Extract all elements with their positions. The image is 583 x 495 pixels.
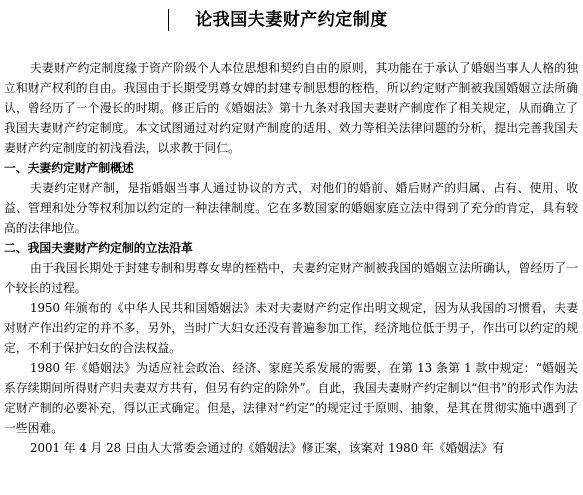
section-heading-1: 一、夫妻约定财产制概述	[4, 161, 134, 175]
page-title: 论我国夫妻财产约定制度	[195, 10, 388, 30]
section-2-paragraph-1: 由于我国长期处于封建专制和男尊女卑的桎梏中，夫妻约定财产制被我国的婚姻立法所确认，曾经历了一个较长的过程。	[4, 261, 578, 295]
section-2-paragraph-4: 2001 年 4 月 28 日由人大常委会通过的《婚姻法》修正案，该案对 1980 年《婚姻法》有	[29, 441, 505, 455]
document-body	[4, 58, 578, 458]
section-heading-2: 二、我国夫妻财产约定制的立法沿革	[4, 241, 193, 255]
intro-paragraph: 夫妻财产约定制度缘于资产阶级个人本位思想和契约自由的原则，其功能在于承认了婚姻当事人人格的独立和财产权利的自由。我国由于长期受男尊女婢的封建专制思想的桎梏，所以约定财产制被我国婚姻立法所确认，曾经历了一个漫长的时期。修正后的《婚姻法》第十九条对我国夫妻财产制度作了相关规定，从而确立了我国夫妻财产约定制度。本文试图通过对约定财产制度的适用、效力等相关法律问题的分析，提出完善我国夫妻财产约定制度的初浅看法，以求教于同仁。	[4, 61, 578, 155]
section-2-paragraph-3: 1980 年《婚姻法》为适应社会政治、经济、家庭关系发展的需要，在第 13 条第 1 款中规定：“婚姻关系存续期间所得财产归夫妻双方共有，但另有约定的除外”。自此，我国夫妻财产约定制以“但书”的形式作为法定财产制的必要补充，得以正式确定。但是，法律对“约定”的规定过于原则、抽象，是其在贯彻实施中遇到了一些困难。	[4, 361, 578, 435]
section-1-paragraph: 夫妻约定财产制，是指婚姻当事人通过协议的方式，对他们的婚前、婚后财产的归属、占有、使用、收益、管理和处分等权利加以约定的一种法律制度。它在多数国家的婚姻家庭立法中得到了充分的肯定，具有较高的法律地位。	[4, 181, 578, 235]
section-2-paragraph-2: 1950 年颁布的《中华人民共和国婚姻法》未对夫妻财产约定作出明文规定，因为从我国的习惯看，夫妻对财产作出约定的并不多，另外，当时广大妇女还没有普遍参加工作，经济地位低于男子，作出可以约定的规定，不利于保护妇女的合法权益。	[4, 301, 578, 355]
